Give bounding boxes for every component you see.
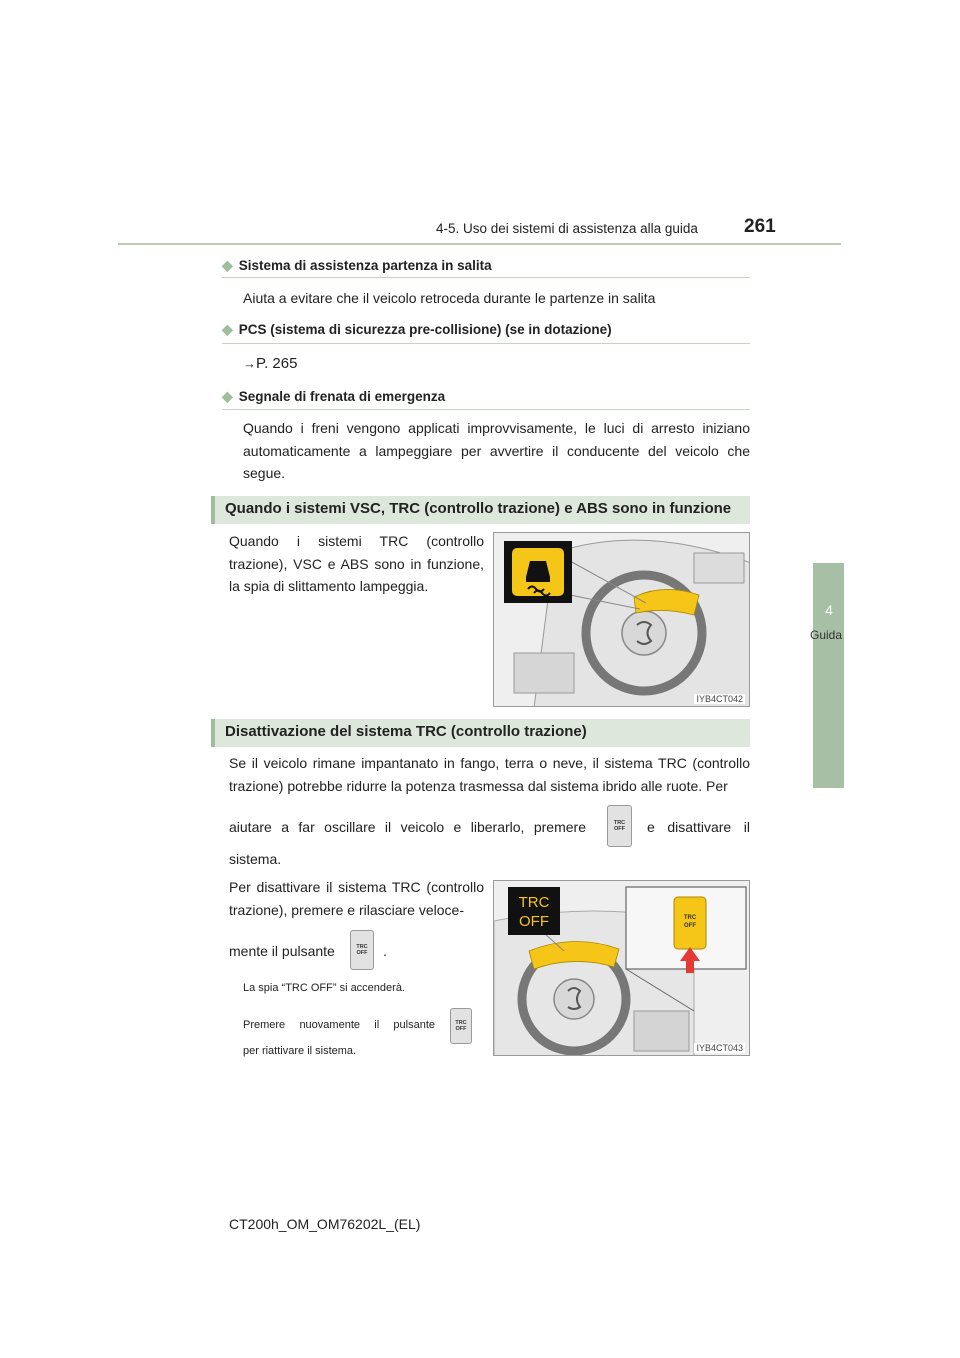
section-body: aiutare a far oscillare il veicolo e liberarlo, premere bbox=[229, 819, 586, 835]
dashboard-slip-indicator-illustration bbox=[493, 532, 750, 707]
svg-text:OFF: OFF bbox=[519, 913, 549, 930]
button-label: TRC OFF bbox=[356, 944, 368, 956]
note-text: Premere nuovamente il pulsante bbox=[243, 1019, 435, 1031]
section-heading: Disattivazione del sistema TRC (controllo trazione) bbox=[225, 723, 587, 740]
subsection-title: ◆ Sistema di assistenza partenza in salita bbox=[222, 257, 492, 273]
trc-off-illustration bbox=[493, 880, 750, 1056]
trc-off-button-icon bbox=[350, 930, 374, 970]
button-label: TRC OFF bbox=[613, 820, 626, 832]
image-code: IYB4CT042 bbox=[696, 694, 743, 704]
section-heading-band bbox=[211, 496, 750, 524]
chapter-tab bbox=[813, 563, 844, 788]
section-body: e disattivare il bbox=[647, 819, 750, 835]
section-body: mente il pulsante bbox=[229, 943, 335, 959]
subsection-divider bbox=[222, 409, 750, 410]
svg-text:TRC: TRC bbox=[518, 894, 550, 911]
diamond-icon: ◆ bbox=[222, 257, 233, 273]
page-number: 261 bbox=[744, 216, 776, 237]
diamond-icon: ◆ bbox=[222, 321, 233, 337]
section-heading: Quando i sistemi VSC, TRC (controllo trazione) e ABS sono in funzione bbox=[225, 500, 732, 517]
button-label: TRC OFF bbox=[455, 1020, 467, 1032]
section-body: sistema. bbox=[229, 851, 282, 867]
subsection-title: ◆ PCS (sistema di sicurezza pre-collisione) (se in dotazione) bbox=[222, 321, 612, 337]
svg-text:TRC: TRC bbox=[683, 915, 697, 921]
header-section-title: 4-5. Uso dei sistemi di assistenza alla guida bbox=[436, 221, 698, 236]
header-divider bbox=[118, 243, 841, 245]
note-text: La spia “TRC OFF” si accenderà. bbox=[243, 982, 405, 994]
subsection-divider bbox=[222, 277, 750, 278]
section-body: Se il veicolo rimane impantanato in fango, terra o neve, il sistema TRC (controllo trazione) potrebbe ridurre la potenza trasmessa dal sistema ibrido alle ruote. Per bbox=[229, 755, 750, 794]
section-body: Per disattivare il sistema TRC (controllo trazione), premere e rilasciare veloce- bbox=[229, 879, 484, 918]
subsection-title: ◆ Segnale di frenata di emergenza bbox=[222, 388, 446, 404]
image-code: IYB4CT043 bbox=[696, 1043, 743, 1053]
document-code: CT200h_OM_OM76202L_(EL) bbox=[229, 1216, 421, 1232]
section-body: Quando i sistemi TRC (controllo trazione), VSC e ABS sono in funzione, la spia di slittamento lampeggia. bbox=[229, 533, 484, 594]
chapter-number: 4 bbox=[825, 602, 833, 618]
trc-off-button-icon bbox=[450, 1008, 472, 1044]
subsection-body: Aiuta a evitare che il veicolo retroceda durante le partenze in salita bbox=[243, 290, 656, 306]
svg-text:OFF: OFF bbox=[684, 923, 696, 929]
diamond-icon: ◆ bbox=[222, 388, 233, 404]
section-body: . bbox=[383, 943, 387, 959]
chapter-label: Guida bbox=[809, 628, 843, 642]
trc-off-button-icon bbox=[607, 805, 632, 847]
subsection-body: Quando i freni vengono applicati improvvisamente, le luci di arresto iniziano automaticamente a lampeggiare per avvertire il conducente del veicolo che segue. bbox=[243, 420, 750, 481]
page-reference: →P. 265 bbox=[243, 355, 298, 372]
section-heading-band bbox=[211, 719, 750, 747]
note-text: per riattivare il sistema. bbox=[243, 1045, 357, 1057]
subsection-divider bbox=[222, 343, 750, 344]
